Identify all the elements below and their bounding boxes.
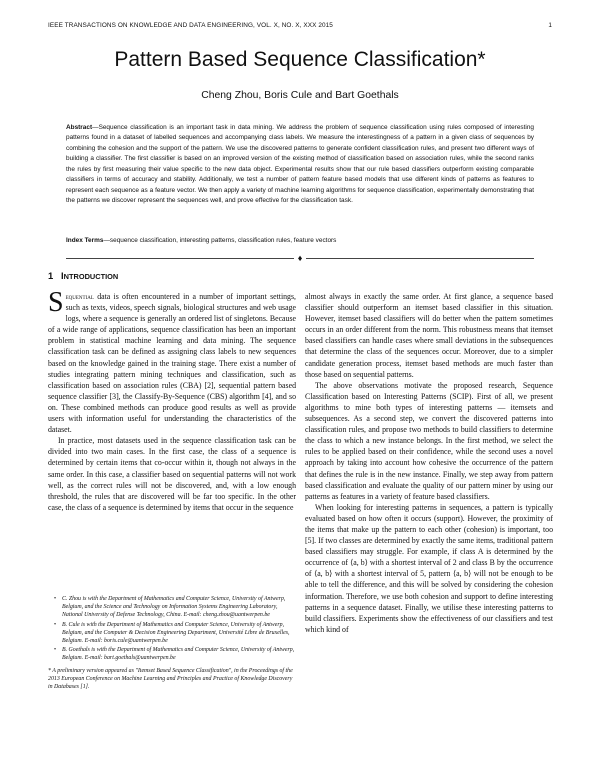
footnote xyxy=(48,622,296,646)
running-head xyxy=(48,22,552,34)
paragraph: When looking for interesting patterns in sequences, a pattern is typically evaluated based on how often it occurs (support). However, the proximity of the items that make up the pattern to each other (cohesion) is important, too [5]. If two classes are determined by exactly the same items, traditional pattern based classifiers may struggle. For example, if class A is determined by the occurrence of ⟨a, b⟩ with a shortest interval of 2 and class B by the occurrence of ⟨a, b⟩ with a shortest interval of 5, pattern ⟨a, b⟩ will not be enough to be able to tell the difference, and this will be solved by considering the cohesion information. Therefore, we use both cohesion and support to define interesting patterns in a sequence dataset. Finally, we utilise these interesting patterns to build classifiers. Experiments show the effectiveness of our classifiers and test which kind of xyxy=(305,502,553,634)
paragraph xyxy=(48,287,296,435)
diamond-ornament-icon: ♦ xyxy=(294,254,306,263)
section-title-initial: I xyxy=(61,270,64,281)
section-number: 1 xyxy=(48,270,54,281)
paragraph: In practice, most datasets used in the sequence classification task can be divided into two main cases. In the first case, the class of a sequence is determined by certain items that co-occur within it, though not always in the same order. In this case, a classifier based on sequential patterns will not work well, as the correct rules will not be discovered, and, with a low enough threshold, the rules that are discovered will be far too specific. In the other case, the class of a sequence is determined by items that occur in the sequence xyxy=(48,436,296,512)
index-terms-label: Index Terms xyxy=(66,237,104,244)
abstract-text: —Sequence classification is an important task in data mining. We address the problem of sequence classification using rules composed of interesting patterns found in a dataset of labelled sequences and accompanying class labels. We measure the interestingness of a pattern in a given class of sequences by combining the cohesion and the support of the pattern. We use the discovered patterns to generate confident classification rules, and present two different ways of building a classifier. The first classifier is based on an improved version of the existing method of classification based on association rules, while the second ranks the rules by first measuring their value specific to the new data object. Experimental results show that our rule based classifiers outperform existing comparable classifiers in terms of accuracy and stability. Additionally, we test a number of pattern feature based models that use different kinds of patterns as features to represent each sequence as a feature vector. We then apply a variety of machine learning algorithms for sequence classification, experimentally demonstrating that the patterns we discover represent the sequences well, and prove effective for the classification task. xyxy=(66,124,534,205)
bullet-icon: • xyxy=(54,647,57,654)
footnote-text: C. Zhou is with the Department of Mathematics and Computer Science, University of Antwerp, Belgium, and the Science and Technology on Information Systems Engineering Laboratory, National University of Defense Technology, China. E-mail: cheng.zhou@uantwerpen.be xyxy=(62,596,286,618)
paragraph: almost always in exactly the same order. At first glance, a sequence based classifier should outperform an itemset based classifier in this situation. However, itemset based classifiers will do better when the pattern sometimes occurs in an order different from the norm. This robustness means that itemset based classifiers can handle cases where small deviations in the subsequences that determine the class of the sequences occur. Moreover, due to a simpler candidate generation process, itemset based methods are much faster than those based on sequential patterns. xyxy=(305,292,553,379)
footnote-text: B. Cule is with the Department of Mathematics and Computer Science, University of Antwerp, Belgium, and the Computer & Decision Engineering Department, Université Libre de Bruxelles, Belgium. E-mail: boris.cule@uantwerpen.be xyxy=(62,621,290,644)
section-heading xyxy=(48,270,118,281)
footnote xyxy=(48,596,296,620)
paper-authors: Cheng Zhou, Boris Cule and Bart Goethals xyxy=(201,90,399,101)
right-column xyxy=(305,291,553,635)
footnotes xyxy=(48,596,296,692)
index-terms xyxy=(66,236,534,246)
abstract-label: Abstract xyxy=(66,124,93,131)
section-title-rest: NTRODUCTION xyxy=(63,272,119,281)
left-column xyxy=(48,287,296,513)
bullet-icon: • xyxy=(54,621,57,628)
abstract xyxy=(66,123,534,207)
paper-title: Pattern Based Sequence Classification* xyxy=(114,48,486,71)
page-number: 1 xyxy=(548,22,552,29)
drop-cap: S xyxy=(48,287,64,318)
index-terms-text: —sequence classification, interesting patterns, classification rules, feature vectors xyxy=(103,237,337,244)
paragraph: The above observations motivate the proposed research, Sequence Classification based on Interesting Patterns (SCIP). First of all, we present algorithms to mine both types of interesting patterns — itemsets and subsequences. As a second step, we convert the discovered patterns into classification rules, and propose two methods to build classifiers to determine the class to which a new instance belongs. In the first method, we select the rules to be applied based on their confidence, while the second uses a novel approach by taking into account how cohesive the occurrence of the pattern that defines the rule is in the new instance. Finally, we step away from pattern based classification and evaluate the quality of our pattern miner by using our patterns as features in a variety of feature based classifiers. xyxy=(305,380,553,501)
footnote xyxy=(48,647,296,663)
first-word: equential xyxy=(65,292,94,301)
footnote-text: B. Goethals is with the Department of Mathematics and Computer Science, University of Antwerp, Belgium. E-mail: bart.goethals@uantwerpen.be xyxy=(62,647,295,662)
preliminary-version-note: * A preliminary version appeared as "Itemset Based Sequence Classification", in the Proceedings of the 2013 European Conference on Machine Learning and Principles and Practice of Knowledge Discovery in Databases [1]. xyxy=(48,668,293,691)
paragraph-text: data is often encountered in a number of important settings, such as texts, videos, speech signals, biological structures and web usage logs, where a sequence is generally an ordered list of singletons. Because of a wide range of applications, sequence classification has been an important problem in statistical machine learning and data mining. The sequence classification task can be defined as assigning class labels to new sequences based on the knowledge gained in the training stage. There exist a number of studies integrating pattern mining techniques and classification, such as classification based on association rules (CBA) [2], sequential pattern based sequence classifier [3], the Classify-By-Sequence (CBS) algorithm [4], and so on. These combined methods can produce good results as well as provide users with information useful for understanding the characteristics of the dataset. xyxy=(48,292,296,435)
journal-header: IEEE TRANSACTIONS ON KNOWLEDGE AND DATA ENGINEERING, VOL. X, NO. X, XXX 2015 xyxy=(48,22,333,29)
bullet-icon: • xyxy=(54,596,57,602)
